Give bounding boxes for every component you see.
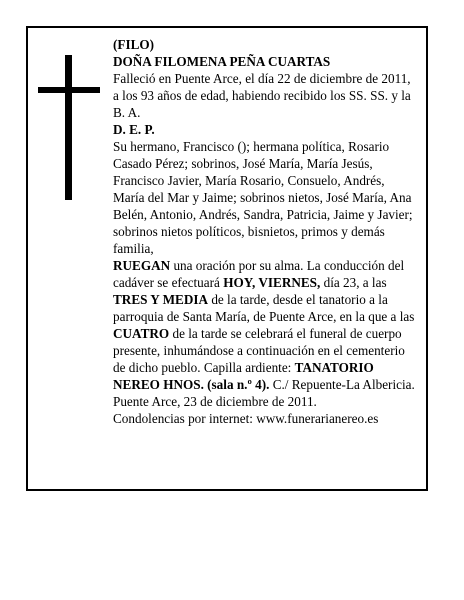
request-text-1: una oración por su alma. La conducción del cadáver se efectuará [113, 258, 405, 290]
request-word: RUEGAN [113, 258, 171, 273]
request-text-4: de la tarde se celebrará el funeral de cuerpo presente, inhumándose a continuación en el cementerio de dicho pueblo. Capilla ardiente: [113, 326, 405, 375]
request-text-2: día 23, a las [320, 275, 387, 290]
funeral-day: HOY, VIERNES, [223, 275, 321, 290]
procession-time: TRES Y MEDIA [113, 292, 209, 307]
chapel-name: TANATORIO NEREO HNOS. (sala n.º 4). [113, 360, 374, 392]
rest-in-peace: D. E. P. [113, 122, 155, 137]
funeral-time: CUATRO [113, 326, 170, 341]
deceased-nickname: (FILO) [113, 37, 155, 52]
condolences-line: Condolencias por internet: www.funerarianereo.es [113, 411, 379, 426]
family-list: Su hermano, Francisco (); hermana política, Rosario Casado Pérez; sobrinos, José María, María Jesús, Francisco Javier, María Rosario, Consuelo, Andrés, María del Mar y Jaime; sobrinos nietos, José María, Ana Belén, Antonio, Andrés, Sandra, Patricia, Jaime y Javier; sobrinos nietos políticos, bisnietos, primos y demás familia, [113, 139, 413, 256]
cross-horizontal-bar [38, 87, 100, 93]
place-date: Puente Arce, 23 de diciembre de 2011. [113, 394, 317, 409]
chapel-address: C./ Repuente-La Albericia. [269, 377, 415, 392]
cross-vertical-bar [65, 55, 72, 200]
death-notice: Falleció en Puente Arce, el día 22 de diciembre de 2011, a los 93 años de edad, habiendo recibido los SS. SS. y la B. A. [113, 71, 411, 120]
deceased-name: DOÑA FILOMENA PEÑA CUARTAS [113, 54, 331, 69]
obituary-text [113, 36, 415, 427]
request-text-3: de la tarde, desde el tanatorio a la parroquia de Santa María, de Puente Arce, en la que a las [113, 292, 415, 324]
funeral-arrangements [113, 257, 415, 393]
cross-icon [38, 55, 100, 200]
